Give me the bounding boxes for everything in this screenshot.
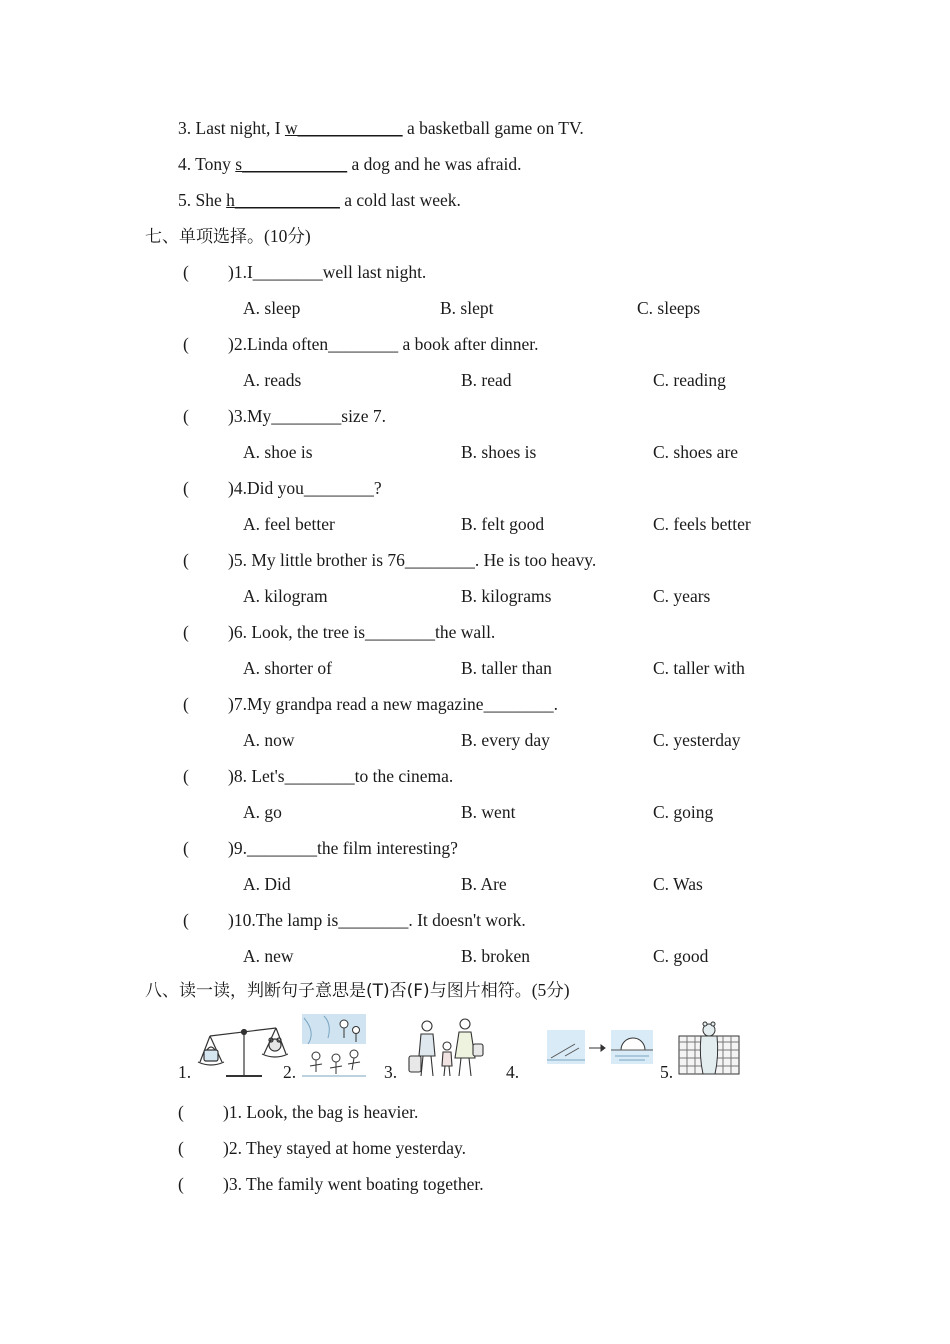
answer-paren[interactable]: ( [183, 694, 189, 714]
section-7-title: 七、单项选择。 [145, 227, 264, 247]
option-c[interactable]: C. yesterday [653, 730, 741, 750]
question-text: )9.________the film interesting? [228, 838, 458, 858]
answer-paren[interactable]: ( [183, 766, 189, 786]
option-b[interactable]: B. taller than [461, 658, 552, 678]
boat-sunset-picture [545, 1028, 655, 1068]
question-6 [183, 621, 495, 643]
question-text: )8. Let's________to the cinema. [228, 766, 454, 786]
option-a[interactable]: A. now [243, 730, 295, 750]
sentence-prefix: 5. She [178, 190, 227, 210]
option-b[interactable]: B. felt good [461, 514, 545, 534]
question-text: )6. Look, the tree is________the wall. [228, 622, 496, 642]
blank-line: ____________ [242, 154, 348, 174]
option-a[interactable]: A. kilogram [243, 586, 328, 606]
picture-number-1: 1. [178, 1062, 192, 1082]
question-1 [183, 261, 426, 283]
option-a[interactable]: A. reads [243, 370, 302, 390]
option-c[interactable]: C. shoes are [653, 442, 739, 462]
fill-in-sentence-5 [178, 189, 461, 211]
question-text: )7.My grandpa read a new magazine________. [228, 694, 558, 714]
option-b[interactable]: B. read [461, 370, 512, 390]
picture-number-3: 3. [384, 1062, 398, 1082]
option-b[interactable]: B. kilograms [461, 586, 552, 606]
answer-paren[interactable]: ( [183, 838, 189, 858]
option-a[interactable]: A. feel better [243, 514, 335, 534]
option-a[interactable]: A. shorter of [243, 658, 332, 678]
question-10 [183, 909, 526, 931]
statement-text: )3. The family went boating together. [223, 1174, 484, 1194]
option-a[interactable]: A. new [243, 946, 294, 966]
section-8-heading [145, 979, 570, 1002]
option-a[interactable]: A. go [243, 802, 282, 822]
statement-1 [178, 1101, 418, 1123]
fill-in-sentence-3 [178, 117, 584, 139]
option-c[interactable]: C. Was [653, 874, 703, 894]
picture-number-5: 5. [660, 1062, 674, 1082]
picture-number-2: 2. [283, 1062, 297, 1082]
question-text: )2.Linda often________ a book after dinner. [228, 334, 539, 354]
bear-fence-picture [677, 1020, 741, 1078]
sentence-prefix: 4. Tony [178, 154, 236, 174]
option-b[interactable]: B. every day [461, 730, 550, 750]
option-b[interactable]: B. Are [461, 874, 507, 894]
answer-paren[interactable]: ( [183, 550, 189, 570]
scale-picture [196, 1024, 288, 1080]
question-7 [183, 693, 558, 715]
question-text: )3.My________size 7. [228, 406, 386, 426]
option-b[interactable]: B. broken [461, 946, 531, 966]
answer-paren[interactable]: ( [178, 1102, 184, 1122]
question-text: )10.The lamp is________. It doesn't work. [228, 910, 526, 930]
blank-line: ____________ [297, 118, 403, 138]
question-4 [183, 477, 382, 499]
statement-text: )1. Look, the bag is heavier. [223, 1102, 419, 1122]
answer-paren[interactable]: ( [183, 910, 189, 930]
section-7-heading [145, 225, 311, 248]
option-c[interactable]: C. going [653, 802, 714, 822]
sentence-suffix: a dog and he was afraid. [347, 154, 522, 174]
sentence-suffix: a cold last week. [339, 190, 461, 210]
option-a[interactable]: A. shoe is [243, 442, 313, 462]
answer-blank[interactable] [226, 190, 340, 210]
question-text: )1.I________well last night. [228, 262, 427, 282]
section-8-title: 八、读一读，判断句子意思是(T)否(F)与图片相符。 [145, 981, 532, 1001]
section-8-score: (5分) [531, 980, 570, 1000]
hint-letter: h [226, 190, 235, 210]
hint-letter: w [284, 118, 298, 138]
option-b[interactable]: B. shoes is [461, 442, 537, 462]
answer-paren[interactable]: ( [183, 406, 189, 426]
answer-paren[interactable]: ( [183, 262, 189, 282]
family-travel-picture [407, 1016, 485, 1080]
statement-2 [178, 1137, 466, 1159]
option-c[interactable]: C. sleeps [637, 298, 701, 318]
fill-in-sentence-4 [178, 153, 522, 175]
option-a[interactable]: A. Did [243, 874, 291, 894]
option-c[interactable]: C. reading [653, 370, 726, 390]
picture-number-4: 4. [506, 1062, 520, 1082]
blank-line: ____________ [234, 190, 340, 210]
sentence-prefix: 3. Last night, I [178, 118, 285, 138]
answer-paren[interactable]: ( [183, 334, 189, 354]
option-c[interactable]: C. feels better [653, 514, 751, 534]
option-b[interactable]: B. went [461, 802, 516, 822]
option-c[interactable]: C. good [653, 946, 709, 966]
answer-blank[interactable] [285, 118, 403, 138]
question-9 [183, 837, 458, 859]
answer-paren[interactable]: ( [183, 478, 189, 498]
question-text: )4.Did you________? [228, 478, 382, 498]
option-a[interactable]: A. sleep [243, 298, 301, 318]
sentence-suffix: a basketball game on TV. [402, 118, 584, 138]
hint-letter: s [235, 154, 243, 174]
answer-paren[interactable]: ( [178, 1138, 184, 1158]
question-2 [183, 333, 539, 355]
answer-paren[interactable]: ( [183, 622, 189, 642]
statement-3 [178, 1173, 484, 1195]
question-8 [183, 765, 453, 787]
question-5 [183, 549, 596, 571]
option-b[interactable]: B. slept [440, 298, 494, 318]
option-c[interactable]: C. taller with [653, 658, 745, 678]
option-c[interactable]: C. years [653, 586, 711, 606]
playing-children-picture [302, 1014, 366, 1080]
question-3 [183, 405, 386, 427]
section-7-score: (10分) [264, 226, 311, 246]
answer-blank[interactable] [235, 154, 347, 174]
statement-text: )2. They stayed at home yesterday. [223, 1138, 466, 1158]
question-text: )5. My little brother is 76________. He is too heavy. [228, 550, 597, 570]
answer-paren[interactable]: ( [178, 1174, 184, 1194]
